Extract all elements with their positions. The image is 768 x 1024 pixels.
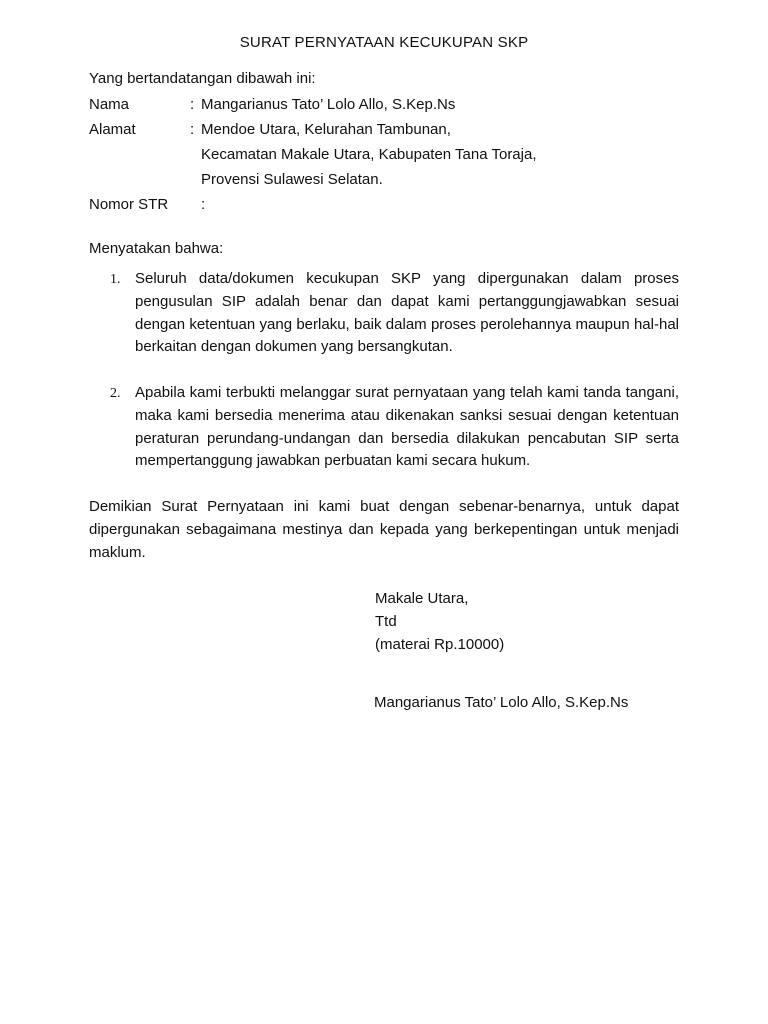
alamat-line-1: Mendoe Utara, Kelurahan Tambunan, [201,121,451,138]
statement-intro: Menyatakan bahwa: [89,240,224,257]
signature-ttd: Ttd [375,613,397,630]
intro-text: Yang bertandatangan dibawah ini: [89,70,316,87]
str-label: Nomor STR [89,196,169,213]
nama-label: Nama [89,96,130,113]
list-item-number: 1. [110,272,121,287]
signature-materai: (materai Rp.10000) [375,636,505,653]
list-item: Seluruh data/dokumen kecukupan SKP yang dipergunakan dalam proses pengusulan SIP adalah benar dan dapat kami pertanggungjawabkan sesuai dengan ketentuan yang berlaku, baik dalam proses perolehannya maupun hal-hal berkaitan dengan dokumen yang bersangkutan. [135,270,679,356]
alamat-line-2: Kecamatan Makale Utara, Kabupaten Tana Toraja, [201,146,537,163]
closing-paragraph: Demikian Surat Pernyataan ini kami buat dengan sebenar-benarnya, untuk dapat dipergunakan sebagaimana mestinya dan kepada yang berkepentingan untuk menjadi maklum. [89,498,679,561]
list-item: Apabila kami terbukti melanggar surat pernyataan yang telah kami tanda tangani, maka kami bersedia menerima atau dikenakan sanksi sesuai dengan ketentuan peraturan perundang-undangan dan bersedia dilakukan pencabutan SIP serta mempertanggung jawabkan perbuatan kami secara hukum. [135,384,679,470]
document-title: SURAT PERNYATAAN KECUKUPAN SKP [239,34,529,51]
alamat-colon: : [190,121,195,138]
signature-name: Mangarianus Tato’ Lolo Allo, S.Kep.Ns [374,694,629,711]
str-colon: : [201,196,206,213]
list-item-number: 2. [110,386,121,401]
nama-colon: : [190,96,195,113]
alamat-line-3: Provensi Sulawesi Selatan. [201,171,383,188]
signature-place: Makale Utara, [375,590,469,607]
alamat-label: Alamat [89,121,136,138]
nama-value: Mangarianus Tato’ Lolo Allo, S.Kep.Ns [201,96,456,113]
